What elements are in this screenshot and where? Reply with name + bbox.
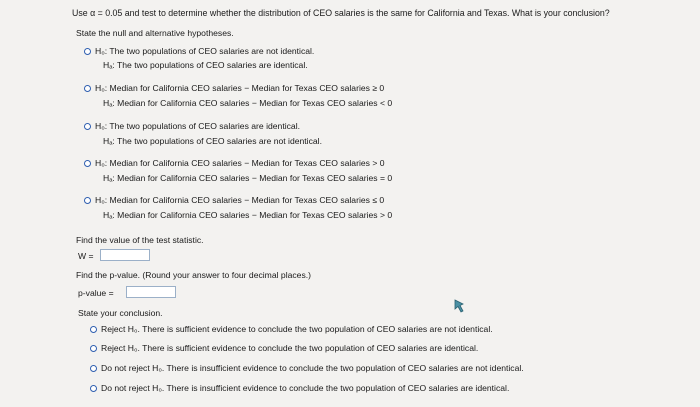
pvalue-prompt: Find the p-value. (Round your answer to four decimal places.) — [76, 270, 312, 280]
statistic-prompt: Find the value of the test statistic. — [76, 235, 204, 245]
hypothesis-option-4-h0[interactable]: H₀: Median for California CEO salaries − Median for Texas CEO salaries > 0 — [95, 158, 385, 168]
hypothesis-option-4-radio[interactable] — [84, 160, 91, 167]
test-statistic-input[interactable] — [100, 249, 150, 261]
hypothesis-option-5-ha: Hₐ: Median for California CEO salaries − Median for Texas CEO salaries > 0 — [103, 210, 393, 220]
conclusion-option-1-label[interactable]: Reject H₀. There is sufficient evidence to conclude the two population of CEO salaries are not identical. — [101, 324, 493, 334]
statistic-label: W = — [78, 251, 94, 261]
hypothesis-option-5-h0[interactable]: H₀: Median for California CEO salaries − Median for Texas CEO salaries ≤ 0 — [95, 195, 385, 205]
conclusion-option-2-label[interactable]: Reject H₀. There is sufficient evidence to conclude the two population of CEO salaries are identical. — [101, 343, 479, 353]
hypothesis-option-5-radio[interactable] — [84, 197, 91, 204]
question-text: Use α = 0.05 and test to determine whether the distribution of CEO salaries is the same for California and Texas. What is your conclusion? — [72, 8, 610, 18]
conclusion-option-4-radio[interactable] — [90, 385, 97, 392]
conclusion-option-4-label[interactable]: Do not reject H₀. There is insufficient evidence to conclude the two population of CEO salaries are identical. — [101, 383, 510, 393]
hypothesis-option-4-ha: Hₐ: Median for California CEO salaries − Median for Texas CEO salaries = 0 — [103, 173, 393, 183]
conclusion-option-3-label[interactable]: Do not reject H₀. There is insufficient evidence to conclude the two population of CEO salaries are not identical. — [101, 363, 524, 373]
hypothesis-option-2-ha: Hₐ: Median for California CEO salaries − Median for Texas CEO salaries < 0 — [103, 98, 393, 108]
p-value-input[interactable] — [126, 286, 176, 298]
conclusion-option-1-radio[interactable] — [90, 326, 97, 333]
hypothesis-option-2-radio[interactable] — [84, 85, 91, 92]
hypothesis-option-1-h0[interactable]: H₀: The two populations of CEO salaries are not identical. — [95, 46, 315, 56]
hypothesis-option-1-ha: Hₐ: The two populations of CEO salaries are identical. — [103, 60, 308, 70]
conclusion-prompt: State your conclusion. — [78, 308, 163, 318]
hypotheses-prompt: State the null and alternative hypotheses. — [76, 28, 234, 38]
hypothesis-option-3-ha: Hₐ: The two populations of CEO salaries are not identical. — [103, 136, 322, 146]
hypothesis-option-3-h0[interactable]: H₀: The two populations of CEO salaries are identical. — [95, 121, 300, 131]
hypothesis-option-1-radio[interactable] — [84, 48, 91, 55]
hypothesis-option-3-radio[interactable] — [84, 123, 91, 130]
conclusion-option-3-radio[interactable] — [90, 365, 97, 372]
pvalue-label: p-value = — [78, 288, 114, 298]
pointer-cursor-icon — [452, 298, 466, 314]
conclusion-option-2-radio[interactable] — [90, 345, 97, 352]
hypothesis-option-2-h0[interactable]: H₀: Median for California CEO salaries − Median for Texas CEO salaries ≥ 0 — [95, 83, 385, 93]
